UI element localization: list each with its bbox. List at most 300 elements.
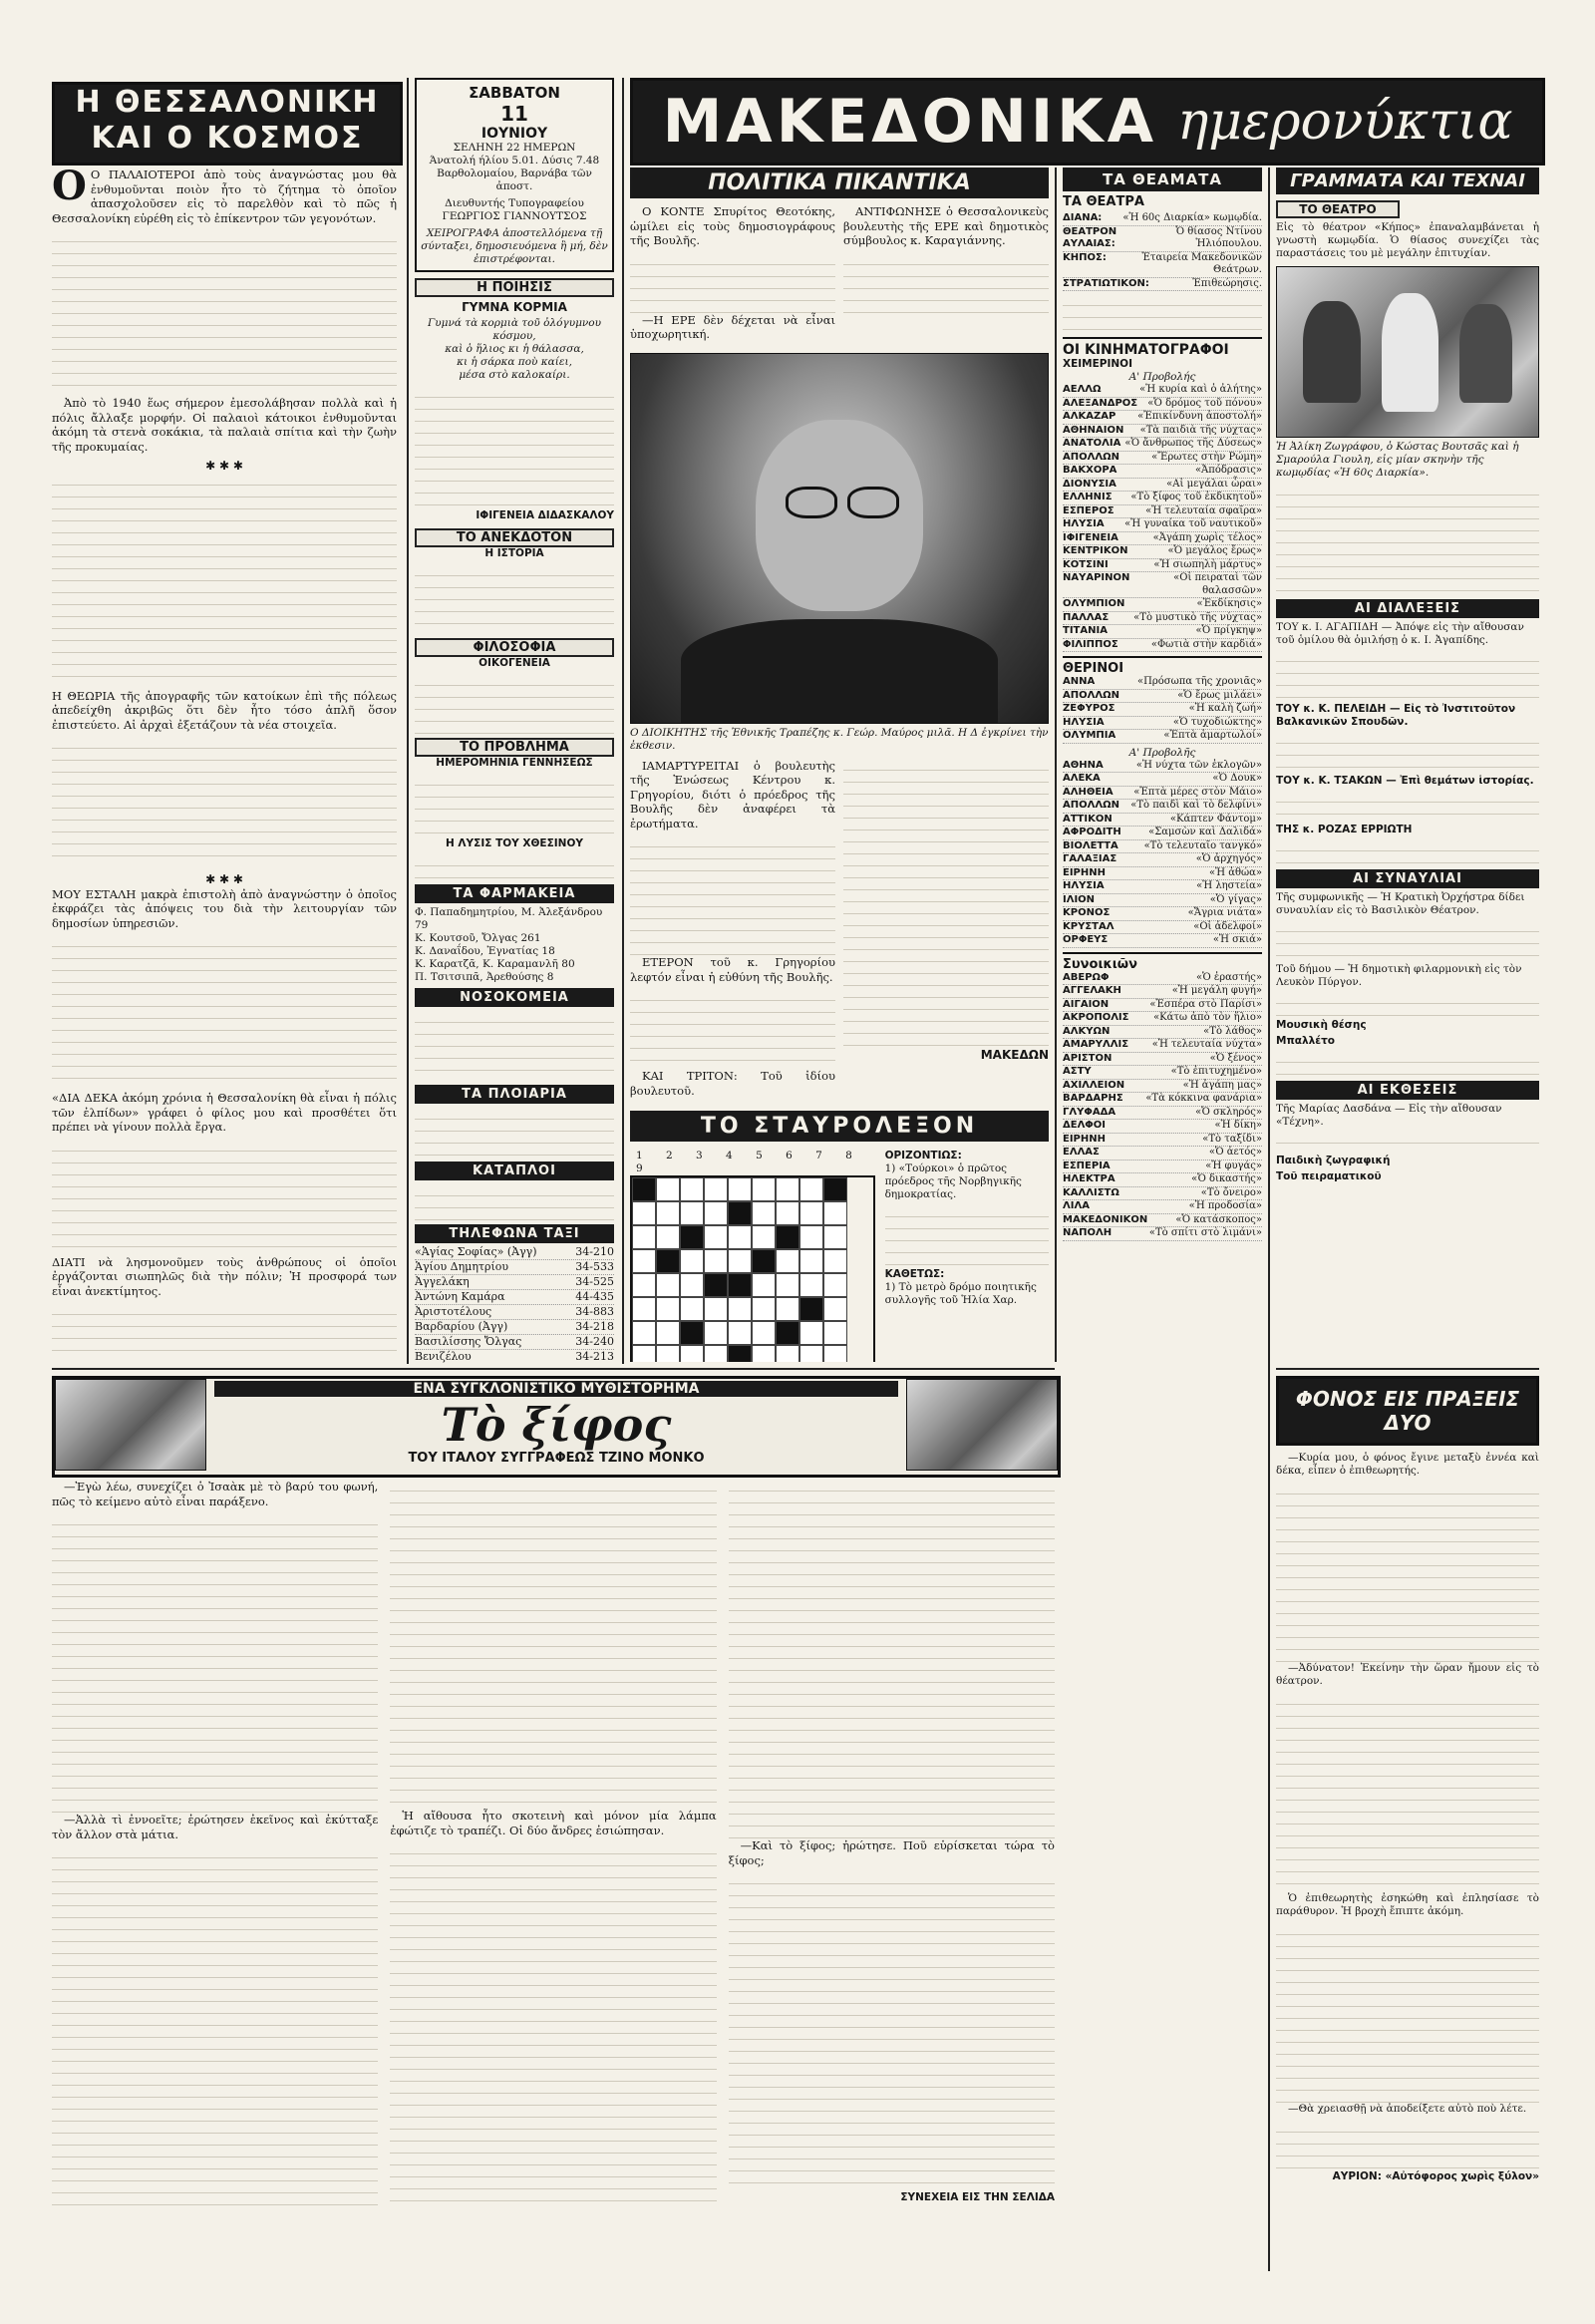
crossword-clues (885, 1150, 1049, 1362)
ferries-heading: ΤΑ ΠΛΟΙΑΡΙΑ (415, 1085, 614, 1104)
text-block (390, 1480, 716, 1809)
date-box (415, 78, 614, 272)
exhibitions-heading: ΑΙ ΕΚΘΕΣΕΙΣ (1276, 1081, 1539, 1100)
text-block (630, 989, 835, 1069)
list-item-value: «Τὰ παιδιὰ τῆς νύχτας» (1139, 424, 1262, 436)
list-item-value: «Ὁ πρίγκηψ» (1195, 625, 1262, 636)
crossword-cell (704, 1273, 728, 1297)
list-item-value: «Πρόσωπα τῆς χρονιᾶς» (1137, 676, 1262, 687)
list-item (1063, 800, 1262, 814)
list-item-value: «Ἑσπέρα στὸ Παρίσι» (1149, 998, 1262, 1010)
list-item (1063, 840, 1262, 854)
left-article-p4: ΜΟΥ ΕΣΤΑΛΗ μακρὰ ἐπιστολὴ ἀπὸ ἀναγνώστην ὁ ὁποῖος ἐκφράζει τὰς ἀπόψεις του διὰ τὴν λειτουργίαν τῶν δημοσίων ὑπηρεσιῶν. (52, 886, 397, 930)
crossword-across-label: ΟΡΙΖΟΝΤΙΩΣ: (884, 1150, 962, 1162)
crossword-block (630, 1150, 875, 1362)
crossword-cell (776, 1297, 799, 1321)
list-item (1063, 827, 1262, 840)
list-item-name: ΕΣΠΕΡΟΣ (1063, 504, 1115, 516)
crossword-cell (680, 1297, 704, 1321)
list-item-name: ΑΝΑΤΟΛΙΑ (1063, 438, 1121, 449)
crossword-area (630, 1150, 1049, 1362)
text-block (52, 1140, 397, 1249)
column-rule (407, 78, 409, 1364)
list-item-value: «Ἔρωτες στὴν Ρώμη» (1151, 451, 1262, 463)
list-item (1063, 853, 1262, 867)
crossword-cell (823, 1201, 847, 1225)
list-item (1063, 479, 1262, 493)
text-block (729, 1480, 1055, 1838)
cinemas-heading: ΟΙ ΚΙΝΗΜΑΤΟΓΡΑΦΟΙ (1063, 337, 1262, 358)
crossword-cell (728, 1225, 752, 1249)
list-item-name: ΑΜΑΡΥΛΛΙΣ (1063, 1039, 1129, 1050)
left-masthead-line1: Η ΘΕΣΣΑΛΟΝΙΚΗ (75, 85, 380, 120)
crossword-cell (776, 1273, 799, 1297)
list-item-name: ΑΒΕΡΩΦ (1063, 971, 1110, 983)
politics-top (630, 204, 1049, 347)
crossword-cell (728, 1345, 752, 1362)
novel-p3: Ὁ ἐπιθεωρητὴς ἐσηκώθη καὶ ἐπλησίασε τὸ παράθυρον. Ἡ βροχὴ ἔπιπτε ἀκόμη. (1276, 1892, 1539, 1917)
pharmacies-list (415, 906, 614, 984)
list-item (1063, 1039, 1262, 1053)
text-block (1276, 1693, 1539, 1892)
poem-author: ΙΦΙΓΕΝΕΙΑ ΔΙΔΑΣΚΑΛΟΥ (476, 509, 614, 521)
list-item-value: «Ἡ μεγάλη φυγή» (1171, 985, 1262, 996)
text-block (52, 1846, 378, 2205)
list-item-name: ΑΙΓΑΙΟΝ (1063, 998, 1110, 1010)
left-masthead (52, 82, 403, 166)
crossword-cell (656, 1321, 680, 1345)
concert-1: Τῆς συμφωνικῆς — Ἡ Κρατικὴ Ὀρχήστρα δίδει συναυλίαν εἰς τὸ Βασιλικὸν Θέατρον. (1276, 891, 1525, 916)
politics-col-b (843, 204, 1049, 347)
list-item (1063, 384, 1262, 398)
crossword-cell (656, 1249, 680, 1273)
list-item-value: «Ὁ τυχοδιώκτης» (1172, 716, 1262, 728)
list-item-value: «Ἐπτὰ ἁμαρτωλοί» (1163, 730, 1262, 741)
list-item-value: «Ἡ ληστεία» (1196, 880, 1262, 891)
list-item-value: «Τὸ ταξίδι» (1202, 1133, 1262, 1145)
list-item-name: ΒΑΡΔΑΡΗΣ (1063, 1093, 1123, 1104)
list-item (415, 1260, 614, 1275)
list-item-value: «Τὸ τελευταῖο τανγκό» (1143, 839, 1262, 851)
first-run-heading-2: Α' Προβολῆς (1128, 746, 1196, 759)
poem-line: Γυμνά τὰ κορμιὰ τοῦ ὀλόγυμνου κόσμου, (427, 317, 601, 342)
list-item-name: Βαρδαρίου (Ἀγγ) (415, 1320, 508, 1333)
list-item (1063, 972, 1262, 986)
serial-text (52, 1480, 1055, 2277)
date-saints: Βαρθολομαίου, Βαρνάβα τῶν ἀποστ. (437, 167, 592, 192)
crossword-cell (704, 1345, 728, 1362)
list-item-name: ΛΙΛΑ (1063, 1200, 1090, 1211)
list-item (1063, 465, 1262, 479)
list-item (1063, 907, 1262, 921)
list-item-value: «Ὁ ἐραστής» (1196, 971, 1262, 983)
actor-figure (1382, 293, 1439, 412)
left-article (52, 167, 397, 1362)
list-item-value: «Ὁ Δουκ» (1212, 773, 1262, 784)
list-item (1063, 598, 1262, 612)
pharmacy: Κ. Κουτσοῦ, Ὄλγας 261 (415, 932, 541, 944)
serial-p3: Ἡ αἴθουσα ἦτο σκοτεινὴ καὶ μόνον μία λάμπα ἐφώτιζε τὸ τραπέζι. Οἱ δύο ἄνδρες ἐσιώπησαν. (390, 1809, 717, 1837)
text-block (415, 774, 614, 833)
list-item-value: Ἐπιθεώρησις. (1192, 277, 1262, 289)
crossword-cell (728, 1177, 752, 1201)
poem-line: κι ἡ σάρκα ποὺ καίει, (457, 356, 572, 368)
list-item (1063, 999, 1262, 1013)
crossword-cell (704, 1249, 728, 1273)
summer2-list (1063, 760, 1262, 948)
list-item (415, 1335, 614, 1350)
list-item-value: «Ὁ γίγας» (1209, 893, 1262, 905)
crossword-cell (632, 1225, 656, 1249)
crossword-cell (823, 1177, 847, 1201)
list-item-name: ΕΛΛΗΝΙΣ (1063, 492, 1113, 502)
list-item-value: «Ἑπτὰ μέρες στὸν Μάιο» (1133, 786, 1262, 798)
portrait-photo (630, 353, 1049, 724)
crossword-cell (776, 1249, 799, 1273)
list-item (1063, 934, 1262, 948)
list-item-value: «Ὁ ἄνθρωπος τῆς Δύσεως» (1124, 438, 1262, 449)
column-rule (1055, 167, 1057, 1362)
list-item-value: «Τὸ λάθος» (1203, 1025, 1262, 1037)
text-block (1276, 1923, 1539, 2103)
list-item-name: ΑΛΕΚΑ (1063, 773, 1101, 784)
letters-heading: ΓΡΑΜΜΑΤΑ ΚΑΙ ΤΕΧΝΑΙ (1276, 167, 1539, 194)
list-item-name: ΙΛΙΟΝ (1063, 893, 1096, 905)
list-item-value: «Ὁ ἔρως μιλάει» (1177, 689, 1262, 701)
list-item (1063, 572, 1262, 598)
list-item-name: ΝΑΠΟΛΗ (1063, 1227, 1113, 1238)
left-article-p2: Ἀπὸ τὸ 1940 ἕως σήμερον ἐμεσολάβησαν πολλὰ καὶ ἡ πόλις ἄλλαξε μορφήν. Οἱ παλαιοὶ κάτοικοι ἐνθυμοῦνται ἀκόμη τὰ στενὰ σοκάκια, τὰ παλαιὰ σπίτια καὶ τὴν ζωὴν τῆς προκυμαίας. (52, 396, 397, 454)
list-item (415, 1245, 614, 1260)
list-item-name: ΑΠΟΛΛΩΝ (1063, 689, 1119, 701)
crossword-cell (776, 1345, 799, 1362)
list-item-name: ΚΡΟΝΟΣ (1063, 907, 1111, 918)
text-block (52, 1513, 378, 1813)
list-item (1063, 703, 1262, 717)
list-item (1063, 773, 1262, 787)
list-item-name: Ἀριστοτέλους (415, 1305, 492, 1318)
spectacles-column (1063, 167, 1262, 2271)
list-item (1063, 1214, 1262, 1228)
list-item-value: «Ἡ ἀθώα» (1208, 866, 1262, 878)
politics-p2: —Η ΕΡΕ δὲν δέχεται νὰ εἶναι ὑποχωρητική. (630, 312, 835, 341)
serial-banner (52, 1376, 1061, 1478)
serial-continue: ΣΥΝΕΧΕΙΑ ΕΙΣ ΤΗΝ ΣΕΛΙΔΑ (900, 2191, 1055, 2203)
list-item-name: ΕΣΠΕΡΙΑ (1063, 1160, 1111, 1171)
crossword-cell (656, 1225, 680, 1249)
list-item (1063, 559, 1262, 573)
list-item (1063, 226, 1262, 252)
crossword-cell (728, 1297, 752, 1321)
list-item-value: «Κάτω ἀπὸ τὸν ἥλιο» (1153, 1012, 1262, 1023)
left-masthead-line2: ΚΑΙ Ο ΚΟΣΜΟΣ (91, 121, 364, 156)
list-item (1063, 921, 1262, 935)
list-item-name: ΔΙΟΝΥΣΙΑ (1063, 478, 1116, 490)
list-item (1063, 411, 1262, 425)
novel-next: ΑΥΡΙΟΝ: «Αὐτόφορος χωρὶς ξύλον» (1332, 2170, 1539, 2182)
serial-p4: —Καὶ τὸ ξίφος; ἠρώτησε. Ποῦ εὑρίσκεται τώρα τὸ ξίφος; (728, 1838, 1055, 1867)
text-block (415, 386, 614, 505)
list-item-value: «Ἡ κυρία καὶ ὁ ἀλήτης» (1139, 384, 1262, 395)
list-item (1063, 867, 1262, 881)
list-item-value: «Ἡ νύχτα τῶν ἐκλογῶν» (1135, 759, 1262, 771)
theatre-photo (1276, 266, 1539, 438)
novel-p4: —Θὰ χρειασθῇ νὰ ἀποδείξετε αὐτὸ ποὺ λέτε. (1288, 2103, 1527, 2115)
date-edition: Διευθυντής Τυπογραφείου ΓΕΩΡΓΙΟΣ ΓΙΑΝΝΟΥΤΣΟΣ (442, 197, 587, 222)
list-item (1063, 1026, 1262, 1040)
text-block (843, 253, 1049, 323)
list-item-name: ΔΕΛΦΟΙ (1063, 1120, 1107, 1131)
crossword-cell (728, 1321, 752, 1345)
theatres-list (1063, 212, 1262, 291)
text-block (52, 935, 397, 1085)
portrait-face (756, 420, 922, 611)
list-item-value: 34-883 (575, 1305, 614, 1318)
list-item (1063, 1080, 1262, 1094)
text-block (52, 230, 397, 390)
crossword-cell (632, 1321, 656, 1345)
politics-p1: Ο ΚΟΝΤΕ Σπυρίτος Θεοτόκης, ὡμίλει εἰς τοὺς δημοσιογράφους τῆς Βουλῆς. (630, 204, 835, 247)
column-rule (1268, 167, 1270, 2271)
date-month: ΙΟΥΝΙΟΥ (480, 126, 548, 142)
crossword-cell (632, 1345, 656, 1362)
winter-heading: ΧΕΙΜΕΡΙΝΟΙ (1063, 358, 1133, 370)
list-item-value: «Ἀγάπη χωρὶς τέλος» (1152, 531, 1262, 543)
list-item (415, 1320, 614, 1335)
novel-text (1276, 1452, 1539, 2183)
text-block (52, 1303, 397, 1362)
date-number: 11 (500, 102, 528, 126)
text-block (729, 1872, 1055, 2191)
list-item-value: «Τὸ σπίτι στὸ λιμάνι» (1148, 1227, 1262, 1238)
actor-figure (1303, 301, 1361, 403)
list-item (1063, 452, 1262, 466)
list-item-value: «Ἡ σκιά» (1212, 934, 1262, 945)
list-item-value: 34-533 (575, 1260, 614, 1273)
crossword-cell (776, 1201, 799, 1225)
crossword-cell (704, 1201, 728, 1225)
text-block (1276, 484, 1539, 593)
crossword-cell (776, 1177, 799, 1201)
politics-bottom (630, 759, 1049, 1104)
list-item-name: Ἁγίου Δημητρίου (415, 1260, 509, 1273)
crossword-cell (799, 1177, 823, 1201)
family-subheading: ΟΙΚΟΓΕΝΕΙΑ (478, 657, 550, 669)
left-article-intro: Ο ΠΑΛΑΙΟΤΕΡΟΙ ἀπὸ τοὺς ἀναγνώστας μου θὰ ἐνθυμοῦνται ποιὸν ἦτο τὸ ζήτημα τὸ ὁποῖον ἀπασχολοῦσεν εἰς τὸ παρελθὸν καὶ τὸ πῶς ἡ Θεσσαλονίκη εὑρέθη εἰς τὸ ἐπίκεντρον τῶν γεγονότων. (52, 167, 397, 225)
list-item-value: Ἑταιρεία Μακεδονικῶν Θεάτρων. (1141, 251, 1262, 275)
crossword-cell (704, 1177, 728, 1201)
lecture-2: ΤΟΥ κ. Κ. ΠΕΛΕΙΔΗ — Εἰς τὸ Ἰνστιτοῦτον Βαλκανικῶν Σπουδῶν. (1276, 703, 1516, 728)
list-item-name: ΑΛΚΥΩΝ (1063, 1025, 1111, 1037)
list-item-name: ΑΡΙΣΤΟΝ (1063, 1052, 1113, 1064)
list-item-value: 44-435 (575, 1290, 614, 1303)
list-item-name: Ἀντώνη Καμάρα (415, 1290, 505, 1303)
list-item-value: «Σαμσὼν καὶ Δαλιδά» (1148, 827, 1262, 837)
crossword-cell (704, 1297, 728, 1321)
list-item-name: ΑΛΚΑΖΑΡ (1063, 411, 1116, 422)
list-item-value: «Οἱ ἀδελφοί» (1193, 920, 1262, 932)
crossword-cell (704, 1321, 728, 1345)
serial-col-1 (52, 1480, 378, 2277)
crossword-cell (823, 1225, 847, 1249)
crossword-cell (680, 1249, 704, 1273)
crossword-cell (632, 1273, 656, 1297)
first-run-heading: Α' Προβολής (1128, 371, 1196, 383)
list-item-value: «Τὸ ξίφος τοῦ ἐκδικητοῦ» (1130, 492, 1262, 502)
crossword-cell (823, 1297, 847, 1321)
list-item-name: ΟΛΥΜΠΙΑ (1063, 730, 1116, 741)
list-item-value: «Ἡ προδοσία» (1188, 1200, 1262, 1211)
portrait-glasses-right (847, 487, 899, 518)
theatre-photo-caption: Ἡ Ἀλίκη Ζωγράφου, ὁ Κώστας Βουτσᾶς καὶ ἡ Σμαρούλα Γιουλη, εἰς μίαν σκηνὴν τῆς κωμῳδίας «Ἡ 60ς Διαρκία». (1276, 441, 1519, 479)
pharmacy: Κ. Δαναΐδου, Ἐγνατίας 18 (415, 945, 555, 957)
text-block (1063, 294, 1262, 334)
list-item-value: «Κάπτεν Φάντομ» (1169, 813, 1262, 825)
text-block (52, 737, 397, 866)
list-item (1063, 625, 1262, 639)
crossword-cell (752, 1345, 776, 1362)
list-item-name: ΠΑΛΛΑΣ (1063, 611, 1110, 623)
list-item-name: ΓΛΥΦΑΔΑ (1063, 1106, 1116, 1118)
crossword-cell (799, 1201, 823, 1225)
list-item-name: ΔΙΑΝΑ: (1063, 212, 1103, 223)
list-item-name: ΕΙΡΗΝΗ (1063, 866, 1106, 878)
text-block (1276, 732, 1539, 772)
list-item-value: «Τὸ ἐπιτυχημένο» (1170, 1066, 1262, 1077)
text-block (415, 564, 614, 634)
list-item-name: ΚΟΤΣΙΝΙ (1063, 558, 1109, 570)
list-item-name: ΦΙΛΙΠΠΟΣ (1063, 638, 1118, 650)
text-block (1276, 839, 1539, 863)
list-item (1063, 1053, 1262, 1067)
text-block (52, 474, 397, 683)
serial-title: Τὸ ξίφος (441, 1398, 672, 1452)
list-item-name: ΑΚΡΟΠΟΛΙΣ (1063, 1012, 1129, 1023)
list-item-name: ΒΑΚΧΟΡΑ (1063, 465, 1117, 476)
list-item-value: 34-218 (575, 1320, 614, 1333)
crossword-cell (680, 1177, 704, 1201)
pharmacy: Κ. Καρατζᾶ, Κ. Καραμανλῆ 80 (415, 958, 575, 970)
crossword-cell (632, 1201, 656, 1225)
crossword-cell (728, 1249, 752, 1273)
list-item (1063, 760, 1262, 774)
exhibit-1: Τῆς Μαρίας Δασδάνα — Εἰς τὴν αἴθουσαν «Τέχνη». (1276, 1103, 1502, 1128)
main-masthead (630, 78, 1545, 166)
list-item-value: «Ὁ δρόμος τοῦ πόνου» (1147, 397, 1262, 409)
list-item-value: «Οἱ πειραταὶ τῶν θαλασσῶν» (1173, 572, 1262, 596)
novel-column (1276, 1376, 1539, 2273)
text-block (630, 253, 835, 313)
list-item (415, 1305, 614, 1320)
separator: ✱ ✱ ✱ (205, 459, 243, 473)
list-item-name: ΒΙΟΛΕΤΤΑ (1063, 839, 1118, 851)
list-item (1063, 1227, 1262, 1241)
crossword-down: 1) Τὸ μετρὸ δρόμο ποιητικῆς συλλογῆς τοῦ Ἡλία Χαρ. (884, 1281, 1037, 1306)
list-item-name: ΑΣΤΥ (1063, 1066, 1092, 1077)
list-item-name: ΑΓΓΕΛΑΚΗ (1063, 985, 1121, 996)
list-item-name: ΗΛΥΣΙΑ (1063, 518, 1105, 529)
list-item-value: «Ὁ ἀρχηγός» (1195, 853, 1262, 864)
philosophy-heading: ΦΙΛΟΣΟΦΙΑ (415, 638, 614, 657)
serial-illustration-left (55, 1379, 206, 1471)
list-item-value: «Ἄγρια νιάτα» (1187, 907, 1262, 918)
section-rule (1276, 1368, 1539, 1370)
crossword-cell (680, 1345, 704, 1362)
list-item-value: «Τὸ ὄνειρο» (1200, 1186, 1262, 1198)
list-item-name: ΝΑΥΑΡΙΝΟΝ (1063, 572, 1130, 583)
letters-column (1276, 167, 1539, 1362)
list-item-name: ΑΘΗΝΑΙΟΝ (1063, 424, 1124, 436)
list-item-value: «Ἀπόδρασις» (1194, 465, 1262, 476)
list-item-name: ΑΦΡΟΔΙΤΗ (1063, 827, 1121, 837)
crossword-cell (752, 1321, 776, 1345)
crossword-cell (799, 1273, 823, 1297)
list-item-name: ΑΠΟΛΛΩΝ (1063, 800, 1119, 811)
theatre-subheading: ΤΟ ΘΕΑΤΡΟ (1276, 200, 1400, 218)
section-rule (52, 1368, 1055, 1370)
portrait-shoulders (681, 619, 998, 723)
list-item (1063, 532, 1262, 546)
poem-title: ΓΥΜΝΑ ΚΟΡΜΙΑ (462, 300, 567, 314)
crossword-cell (680, 1321, 704, 1345)
summer-heading: ΘΕΡΙΝΟΙ (1063, 656, 1262, 676)
list-item-name: ΑΘΗΝΑ (1063, 759, 1104, 771)
list-item-value: «Ὁ δικαστής» (1191, 1173, 1262, 1184)
list-item (1063, 880, 1262, 894)
list-item (1063, 639, 1262, 653)
list-item (1063, 438, 1262, 452)
crossword-cell (752, 1201, 776, 1225)
left-article-p6: ΔΙΑΤΙ νὰ λησμονοῦμεν τοὺς ἀνθρώπους οἱ ὁποῖοι ἐργάζονται σιωπηλῶς διὰ τὴν πόλιν; Ἡ προσφορά των εἶναι ἀνεκτίμητος. (52, 1254, 397, 1298)
list-item-value: «Ὁ μεγάλος ἔρως» (1167, 545, 1262, 556)
list-item-name: ΗΛΕΚΤΡΑ (1063, 1173, 1116, 1184)
list-item-value: «Ἐπικίνδυνη ἀποστολή» (1137, 411, 1262, 422)
list-item-name: ΑΝΝΑ (1063, 676, 1096, 687)
politics-col-d (843, 759, 1049, 1104)
list-item-value: «Ἡ τελευταία σφαῖρα» (1145, 504, 1262, 516)
serial-p1: —Ἐγὼ λέω, συνεχίζει ὁ Ἰσαὰκ μὲ τὸ βαρύ του φωνή, πῶς τὸ κείμενο αὐτὸ εἶναι παράξενο. (52, 1480, 379, 1508)
list-item-name: ΑΤΤΙΚΟΝ (1063, 813, 1113, 825)
list-item-name: ΤΙΤΑΝΙΑ (1063, 625, 1108, 636)
date-sun: Άνατολή ήλίου 5.01. Δύσις 7.48 (429, 155, 600, 166)
crossword-cell (752, 1297, 776, 1321)
list-item-value: «Ὁ σκληρός» (1195, 1106, 1262, 1118)
list-item (1063, 492, 1262, 505)
list-item (1063, 398, 1262, 412)
list-item-value: «Ὁ κατάσκοπος» (1175, 1213, 1262, 1225)
list-item-value: «Ἡ 60ς Διαρκία» κωμῳδία. (1122, 212, 1262, 223)
cinemas-list (1063, 384, 1262, 652)
text-block (415, 1108, 614, 1158)
crossword-cell (752, 1177, 776, 1201)
serial-kicker: ΕΝΑ ΣΥΓΚΛΟΝΙΣΤΙΚΟ ΜΥΘΙΣΤΟΡΗΜΑ (214, 1381, 898, 1397)
crossword-cell (799, 1249, 823, 1273)
left-article-p5: «ΔΙΑ ΔΕΚΑ ἀκόμη χρόνια ἡ Θεσσαλονίκη θὰ εἶναι ἡ πόλις τῶν ἐλπίδων» γράφει ὁ φίλος μου καὶ προσθέτει ὅτι πρέπει νὰ γίνουν πολλὰ ἔργα. (52, 1091, 397, 1134)
crossword-numbers: 1 2 3 4 5 6 7 8 9 (636, 1150, 862, 1174)
list-item-name: ΕΛΛΑΣ (1063, 1147, 1100, 1158)
list-item-name: ΓΑΛΑΞΙΑΣ (1063, 853, 1117, 864)
politics-column (630, 167, 1049, 1362)
list-item (1063, 612, 1262, 626)
crossword-cell (656, 1201, 680, 1225)
list-item-value: «Ἡ καλὴ ζωή» (1188, 703, 1262, 714)
column-rule (622, 78, 624, 1364)
list-item-value: «Αἱ μεγάλαι ὧραι» (1166, 478, 1262, 490)
list-item (1063, 1066, 1262, 1080)
text-block (630, 835, 835, 955)
text-block (415, 854, 614, 880)
list-item (1063, 1012, 1262, 1026)
